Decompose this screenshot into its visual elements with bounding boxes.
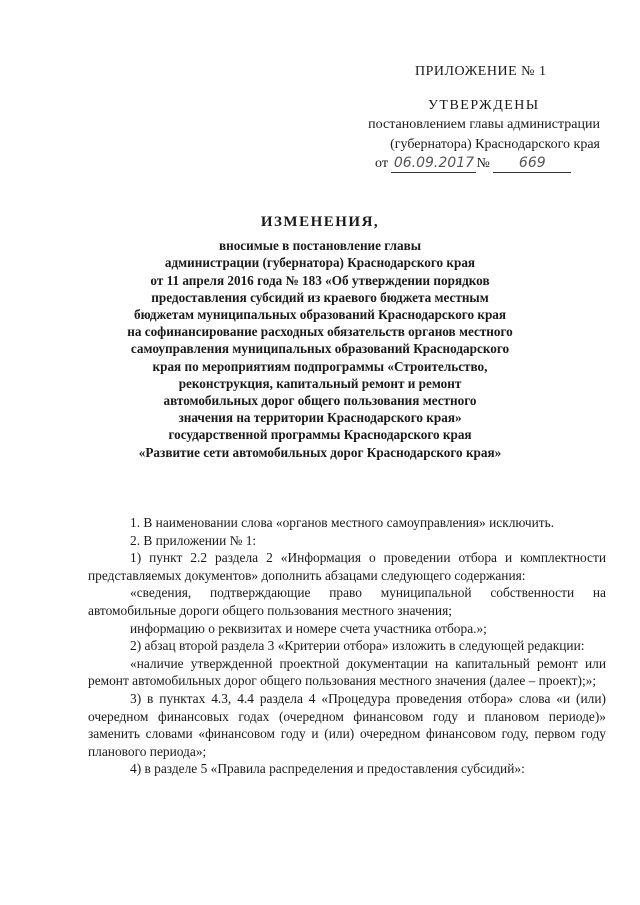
title-line: администрации (губернатора) Краснодарского края xyxy=(164,255,476,271)
document-body xyxy=(88,514,606,778)
title-line: от 11 апреля 2016 года № 183 «Об утверждении порядков xyxy=(150,272,490,288)
document-title xyxy=(70,214,570,461)
number-sign: № xyxy=(476,156,490,171)
decree-line-1: постановлением главы администрации xyxy=(368,117,600,132)
body-paragraph: 3) в пунктах 4.3, 4.4 раздела 4 «Процедура проведения отбора» слова «и (или) очередном финансовых годах (очередном финансовом году и плановом периоде)» заменить словами «финансовом году и (или) очередном финансовом году, первом году планового периода»; xyxy=(88,690,606,759)
body-paragraph: «сведения, подтверждающие право муниципальной собственности на автомобильные дороги общего пользования местного значения; xyxy=(88,585,606,618)
body-paragraph: «наличие утвержденной проектной документации на капитальный ремонт или ремонт автомобильных дорог общего пользования местного значения (далее – проект);»; xyxy=(88,655,606,689)
title-line: вносимые в постановление главы xyxy=(218,238,422,254)
body-paragraph: 4) в разделе 5 «Правила распределения и предоставления субсидий»: xyxy=(130,761,525,777)
handwritten-date: 06.09.2017 xyxy=(391,154,476,173)
body-paragraph: 2) абзац второй раздела 3 «Критерии отбора» изложить в следующей редакции: xyxy=(130,638,585,654)
title-line: значения на территории Краснодарского края» xyxy=(178,410,462,426)
title-line: государственной программы Краснодарского края xyxy=(168,427,472,443)
date-prefix: от xyxy=(375,156,388,171)
approval-header xyxy=(350,64,610,173)
appendix-label: ПРИЛОЖЕНИЕ № 1 xyxy=(415,64,547,79)
title-line: автомобильных дорог общего пользования местного xyxy=(163,393,477,409)
decree-date-line xyxy=(375,154,610,173)
body-paragraph: 2. В приложении № 1: xyxy=(130,532,257,548)
body-paragraph: информацию о реквизитах и номере счета участника отбора.»; xyxy=(130,620,487,636)
decree-line-2: (губернатора) Краснодарского края xyxy=(390,137,600,152)
body-paragraph: 1) пункт 2.2 раздела 2 «Информация о проведении отбора и комплектности представляемых документов» дополнить абзацами следующего содержания: xyxy=(88,550,606,583)
title-line: на софинансирование расходных обязательств органов местного xyxy=(127,324,513,340)
title-line: самоуправления муниципальных образований Краснодарского xyxy=(130,341,510,357)
title-line: бюджетам муниципальных образований Краснодарского края xyxy=(133,307,507,323)
title-line: предоставления субсидий из краевого бюджета местным xyxy=(151,289,489,305)
title-main: ИЗМЕНЕНИЯ, xyxy=(260,214,380,230)
title-line: «Развитие сети автомобильных дорог Краснодарского края» xyxy=(138,444,502,460)
body-paragraph: 1. В наименовании слова «органов местного самоуправления» исключить. xyxy=(130,515,555,530)
title-line: реконструкция, капитальный ремонт и ремонт xyxy=(178,375,462,391)
title-line: края по мероприятиям подпрограммы «Строительство, xyxy=(152,358,488,374)
handwritten-number: 669 xyxy=(493,154,571,173)
approved-label: УТВЕРЖДЕНЫ xyxy=(428,98,540,113)
